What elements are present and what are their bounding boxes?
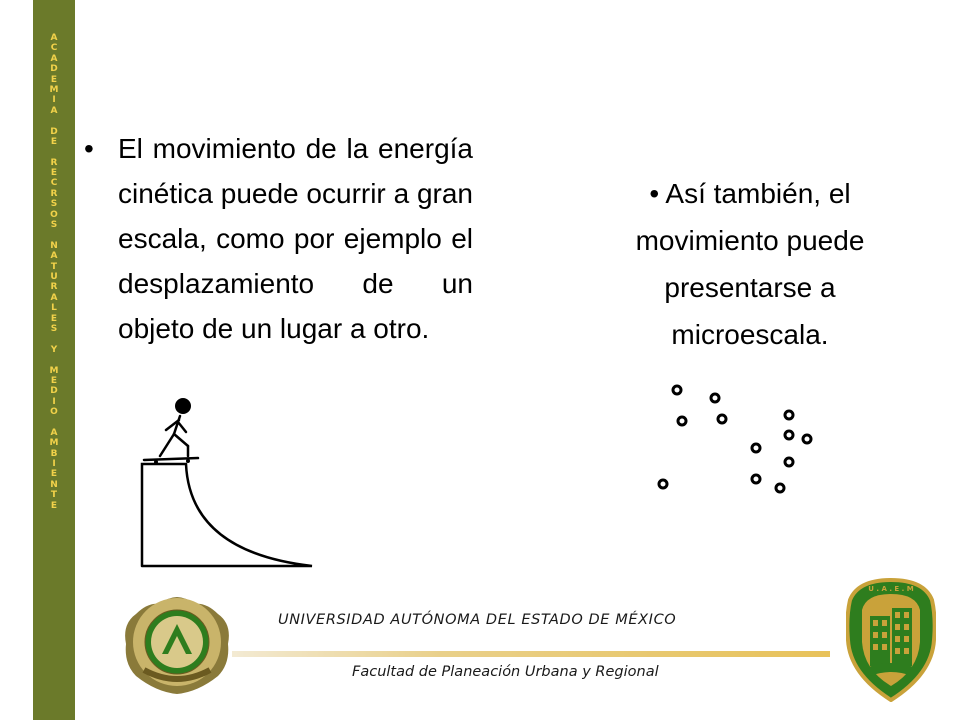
sidebar-letter: E — [50, 74, 58, 85]
right-bullet-text: Así también, el movimiento puede presentarse a microescala. — [635, 178, 865, 350]
sidebar-letter: E — [50, 375, 58, 386]
sidebar-letter — [33, 355, 75, 365]
sidebar-letter: R — [50, 282, 58, 293]
microscale-particles-illustration — [650, 378, 820, 498]
skater-leg-1 — [160, 434, 174, 456]
faculty-shield-logo — [846, 578, 936, 702]
sidebar-letter: Y — [50, 344, 58, 355]
left-bullet-point — [84, 126, 473, 351]
particle — [711, 394, 719, 402]
particle — [752, 475, 760, 483]
particle — [678, 417, 686, 425]
particle — [785, 431, 793, 439]
university-coat-of-arms-logo — [116, 584, 238, 696]
sidebar-letter: O — [50, 209, 58, 220]
sidebar-letter: E — [50, 469, 58, 480]
skater-head — [175, 398, 191, 414]
university-name: UNIVERSIDAD AUTÓNOMA DEL ESTADO DE MÉXICO — [278, 612, 677, 628]
bullet-marker: • — [649, 178, 660, 209]
particle — [659, 480, 667, 488]
skateboard — [144, 458, 198, 460]
skateboard-wheel — [186, 459, 190, 463]
sidebar-letter: E — [50, 136, 58, 147]
sidebar-letter: E — [50, 168, 58, 179]
footer-divider — [232, 651, 830, 657]
sidebar-letter — [33, 334, 75, 344]
sidebar-letter: S — [50, 199, 58, 210]
sidebar-letter: A — [50, 427, 58, 438]
sidebar-letter: R — [50, 157, 58, 168]
sidebar-letter: A — [50, 292, 58, 303]
sidebar-letter: I — [52, 459, 56, 470]
sidebar-letter: A — [50, 53, 58, 64]
sidebar-letter: M — [49, 438, 59, 449]
sidebar-letter: I — [52, 396, 56, 407]
sidebar-letter: U — [50, 271, 58, 282]
skateboard-wheel — [154, 460, 158, 464]
sidebar-letter: M — [49, 84, 59, 95]
bullet-marker: • — [84, 133, 94, 164]
sidebar-letter: R — [50, 188, 58, 199]
sidebar-letter: A — [50, 251, 58, 262]
sidebar-letter: N — [50, 479, 58, 490]
sidebar-letter: E — [50, 500, 58, 511]
particle — [785, 411, 793, 419]
sidebar-vertical-text — [33, 33, 75, 511]
skater-arm-2 — [178, 422, 186, 432]
particle — [776, 484, 784, 492]
skateboarder-ramp-illustration — [130, 392, 320, 577]
ramp-outline — [142, 464, 312, 566]
sidebar-letter: I — [52, 95, 56, 106]
sidebar-letter: E — [50, 313, 58, 324]
sidebar-letter: B — [50, 448, 58, 459]
shield-top-text: U . A . E . M — [868, 585, 914, 593]
sidebar-letter: N — [50, 240, 58, 251]
particle — [673, 386, 681, 394]
sidebar-letter — [33, 230, 75, 240]
particle — [785, 458, 793, 466]
sidebar-letter: D — [50, 64, 58, 75]
sidebar-letter: S — [50, 220, 58, 231]
particle — [718, 415, 726, 423]
sidebar-letter: T — [50, 490, 58, 501]
sidebar-letter: L — [51, 303, 57, 314]
particle — [752, 444, 760, 452]
sidebar-letter: S — [50, 323, 58, 334]
sidebar-letter: C — [50, 178, 58, 189]
sidebar-letter: D — [50, 386, 58, 397]
sidebar-letter: O — [50, 407, 58, 418]
sidebar-letter — [33, 417, 75, 427]
sidebar-letter: D — [50, 126, 58, 137]
left-bullet-text: El movimiento de la energía cinética puede ocurrir a gran escala, como por ejemplo el desplazamiento de un objeto de un lugar a otro. — [118, 133, 473, 344]
particle — [803, 435, 811, 443]
sidebar-letter: A — [50, 105, 58, 116]
sidebar-letter: M — [49, 365, 59, 376]
sidebar-letter: C — [50, 43, 58, 54]
sidebar-letter: T — [50, 261, 58, 272]
right-bullet-point — [590, 170, 910, 358]
sidebar-band — [33, 0, 75, 720]
sidebar-letter: A — [50, 33, 58, 43]
faculty-name: Facultad de Planeación Urbana y Regional — [352, 664, 659, 680]
sidebar-letter — [33, 147, 75, 157]
sidebar-letter — [33, 116, 75, 126]
skater-leg-2 — [174, 434, 188, 446]
